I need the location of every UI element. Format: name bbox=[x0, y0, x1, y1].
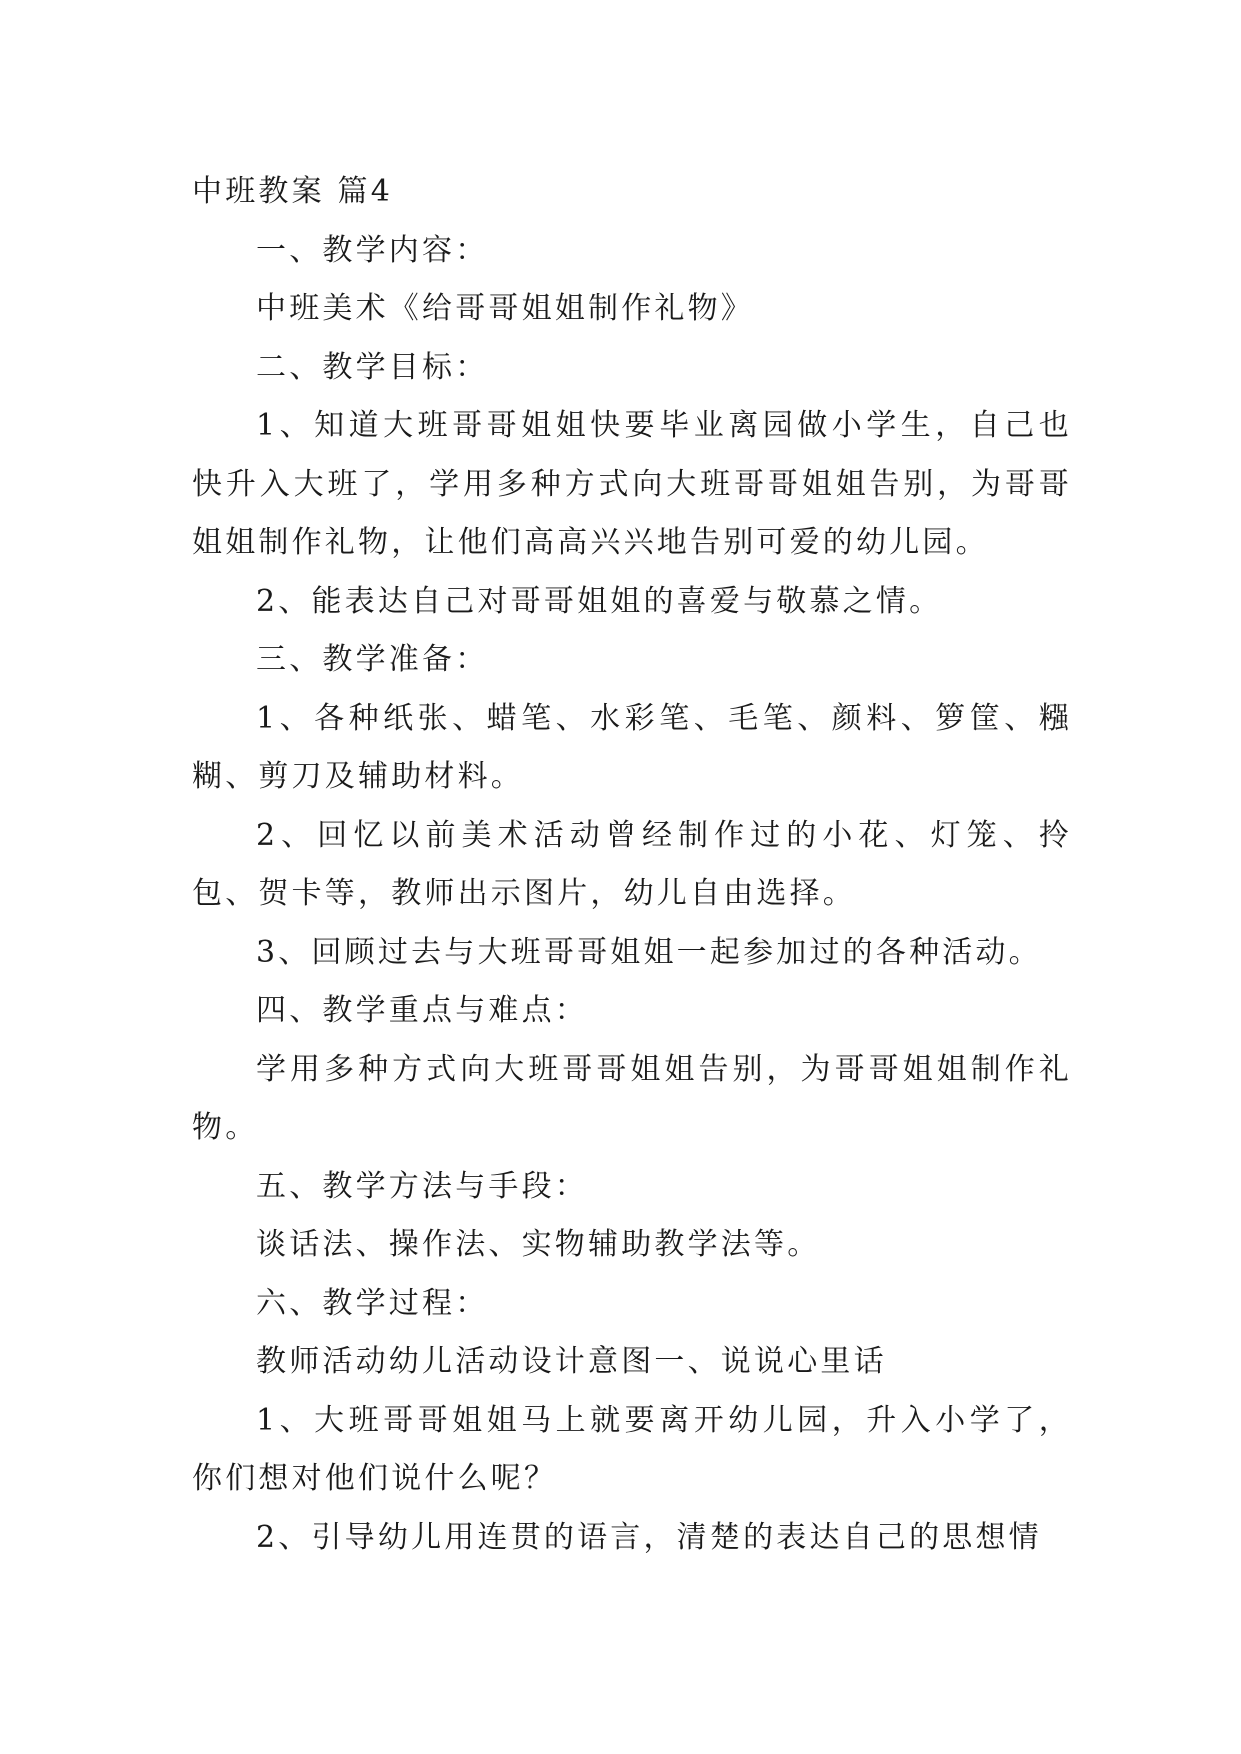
section-heading-preparation: 三、教学准备： bbox=[256, 642, 489, 677]
preparation-item-1: 1、各种纸张、蜡笔、水彩笔、毛笔、颜料、箩筐、糨糊、剪刀及辅助材料。 bbox=[192, 700, 1072, 794]
preparation-item-2: 2、回忆以前美术活动曾经制作过的小花、灯笼、拎包、贺卡等，教师出示图片，幼儿自由选择。 bbox=[192, 817, 1072, 911]
lesson-name: 中班美术《给哥哥姐姐制作礼物》 bbox=[256, 291, 754, 326]
process-item-1: 1、大班哥哥姐姐马上就要离开幼儿园，升入小学了，你们想对他们说什么呢？ bbox=[192, 1402, 1072, 1496]
goal-item-1: 1、知道大班哥哥姐姐快要毕业离园做小学生，自己也快升入大班了，学用多种方式向大班哥哥姐姐告别，为哥哥姐姐制作礼物，让他们高高兴兴地告别可爱的幼儿园。 bbox=[192, 408, 1072, 560]
goal-item-2: 2、能表达自己对哥哥姐姐的喜爱与敬慕之情。 bbox=[256, 583, 943, 619]
document-body bbox=[192, 163, 1072, 1567]
section-heading-focus: 四、教学重点与难点： bbox=[256, 993, 588, 1028]
process-subheading: 教师活动幼儿活动设计意图一、说说心里话 bbox=[256, 1344, 887, 1379]
methods-text: 谈话法、操作法、实物辅助教学法等。 bbox=[256, 1227, 821, 1262]
process-item-2: 2、引导幼儿用连贯的语言，清楚的表达自己的思想情 bbox=[256, 1519, 1042, 1555]
preparation-item-3: 3、回顾过去与大班哥哥姐姐一起参加过的各种活动。 bbox=[256, 934, 1042, 970]
section-heading-goals: 二、教学目标： bbox=[256, 349, 489, 385]
section-heading-methods: 五、教学方法与手段： bbox=[256, 1168, 588, 1204]
focus-text: 学用多种方式向大班哥哥姐姐告别，为哥哥姐姐制作礼物。 bbox=[192, 1051, 1072, 1145]
section-heading-process: 六、教学过程： bbox=[256, 1285, 489, 1321]
document-title: 中班教案 篇4 bbox=[192, 174, 394, 209]
section-heading-content: 一、教学内容： bbox=[256, 232, 489, 268]
